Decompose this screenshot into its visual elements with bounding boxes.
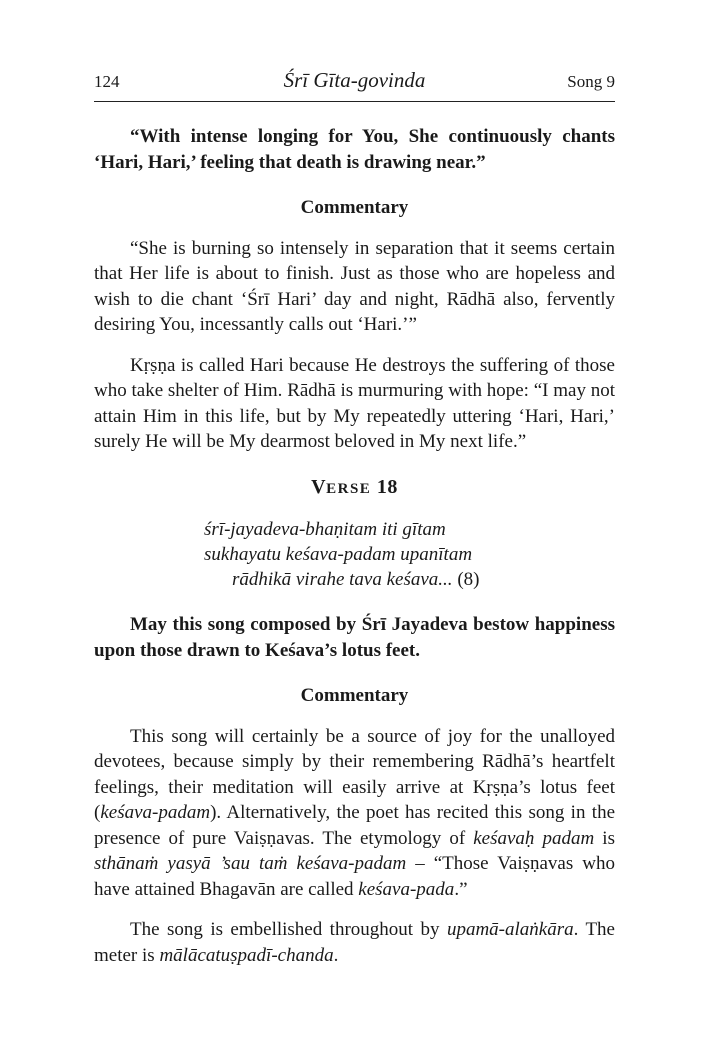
- header-rule: [94, 101, 615, 102]
- refrain-number: (8): [457, 569, 480, 590]
- commentary-heading: Commentary: [300, 685, 409, 706]
- verse-heading: [94, 475, 615, 503]
- commentary-paragraph: “She is burning so intensely in separation that it seems certain that Her life is about to finish. Just as those who are hopeless and wish to die chant ‘Śrī Hari’ day and night, Rādhā also, fervently desiring You, incessantly calls out ‘Hari.’”: [94, 237, 615, 335]
- page-body: [94, 124, 615, 968]
- quoted-verse-translation: “With intense longing for You, She continuously chants ‘Hari, Hari,’ feeling that death is drawing near.”: [94, 126, 615, 173]
- commentary-paragraph: The song is embellished throughout by upamā-alaṅkāra. The meter is mālācatuṣpadī-chanda.: [94, 919, 615, 966]
- page-number: 124: [94, 72, 120, 91]
- running-header: [94, 70, 615, 98]
- verse-translation: May this song composed by Śrī Jayadeva bestow happiness upon those drawn to Keśava’s lotus feet.: [94, 614, 615, 661]
- verse-number: 18: [376, 475, 398, 498]
- section-label: Song 9: [567, 72, 615, 91]
- verse-line: śrī-jayadeva-bhaṇitam iti gītam: [204, 519, 446, 540]
- verse-label-initial: V: [311, 475, 327, 498]
- verse-line: sukhayatu keśava-padam upanītam: [204, 544, 473, 565]
- commentary-paragraph: Kṛṣṇa is called Hari because He destroys the suffering of those who take shelter of Him. Rādhā is murmuring with hope: “I may not attain Him in this life, but by My repeatedly uttering ‘Hari, Hari,’ surely He will be My dearmost beloved in My next life.”: [94, 354, 615, 452]
- commentary-heading: Commentary: [300, 197, 409, 218]
- verse-line-refrain: rādhikā virahe tava keśava... (8): [232, 569, 480, 590]
- book-title: Śrī Gīta-govinda: [283, 68, 426, 92]
- sanskrit-verse: [204, 517, 615, 592]
- commentary-paragraph: This song will certainly be a source of joy for the unalloyed devotees, because simply by their remembering Rādhā’s heartfelt feelings, their meditation will easily arrive at Kṛṣṇa’s lotus feet (keśava-padam). Alternatively, the poet has recited this song in the presence of pure Vaiṣṇavas. The etymology of keśavaḥ padam is sthānaṁ yasyā ’sau taṁ keśava-padam – “Those Vaiṣṇavas who have attained Bhagavān are called keśava-pada.”: [94, 725, 615, 900]
- verse-label-rest: ERSE: [326, 480, 372, 497]
